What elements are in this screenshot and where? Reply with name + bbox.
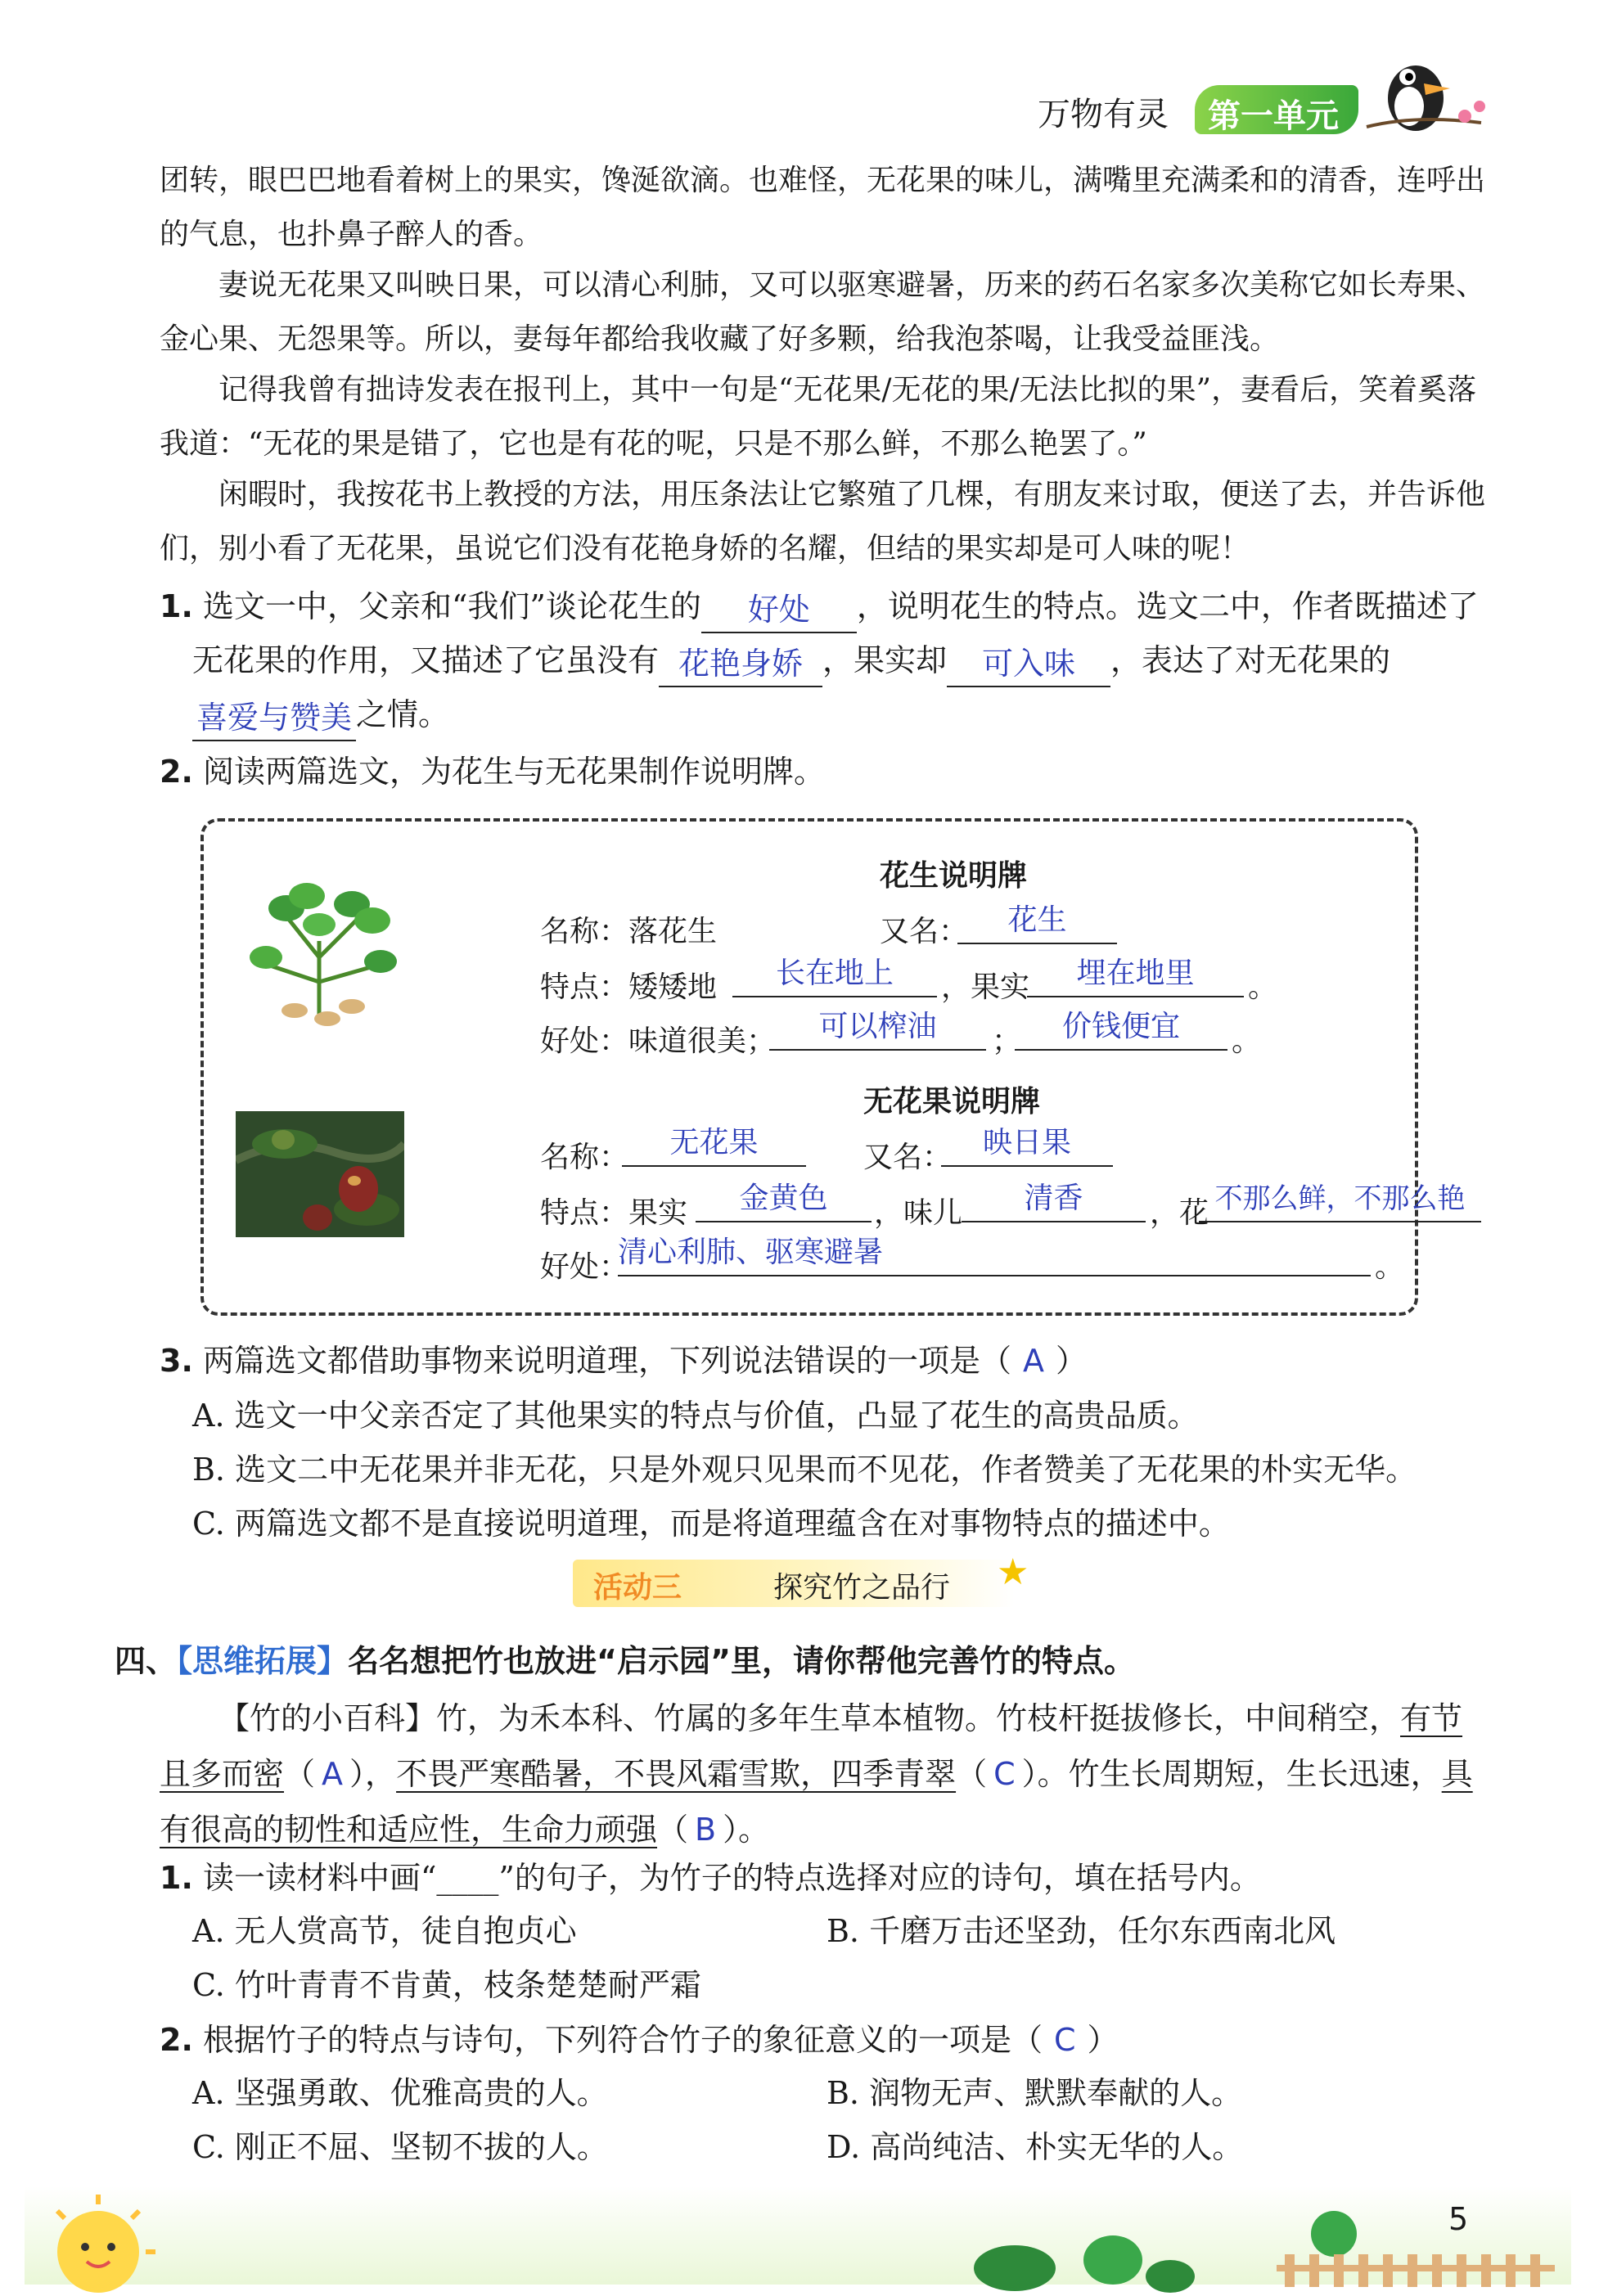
- leaf-decoration-icon: [966, 2211, 1211, 2293]
- question-1: [160, 579, 1502, 741]
- fig-feature-answer-3[interactable]: 不那么鲜，不那么艳: [1199, 1177, 1481, 1222]
- fig-name-label: 名称：: [540, 1141, 629, 1174]
- peanut-benefit-end: 。: [1232, 1024, 1262, 1058]
- fig-feature-label: 特点：果实: [540, 1196, 688, 1230]
- peanut-feature-answer-1[interactable]: 长在地上: [732, 952, 937, 997]
- bamboo-question-2: [160, 2013, 1502, 2067]
- section-4-heading: [115, 1636, 1135, 1686]
- peanut-plant-image: [237, 859, 401, 1031]
- fig-alias-answer[interactable]: 映日果: [941, 1121, 1113, 1167]
- question-number: 1.: [160, 1860, 193, 1896]
- section-tag: 【思维拓展】: [177, 1643, 349, 1679]
- bamboo-text: 。: [738, 1812, 770, 1848]
- question-text: 两篇选文都借助事物来说明道理，下列说法错误的一项是（: [202, 1343, 1011, 1379]
- bamboo-encyclopedia: 【竹的小百科】竹，为禾本科、竹属的多年生草本植物。竹枝杆挺拔修长，中间稍空，有节且多而密（ A ），不畏严寒酷暑，不畏风霜雪欺，四季青翠（ C ）。竹生长周期短，生长迅速，具有很高的韧性和适应性，生命力顽强（ B ）。: [160, 1700, 1473, 1848]
- question-3: [160, 1334, 1502, 1388]
- question-number: 3.: [160, 1343, 193, 1379]
- activity-title: 探究竹之品行: [773, 1571, 951, 1605]
- activity-label: 活动三: [593, 1571, 682, 1605]
- page-number: 5: [1448, 2201, 1469, 2237]
- peanut-benefit-label: 好处：味道很美；: [540, 1024, 777, 1058]
- unit-label: 第一单元: [1208, 97, 1339, 135]
- header-title: 万物有灵: [1038, 96, 1169, 133]
- fig-alias-label: 又名：: [863, 1141, 953, 1174]
- fig-card-title: 无花果说明牌: [863, 1085, 1041, 1119]
- question-text: ）: [1056, 1343, 1088, 1379]
- passage-paragraph-4: 闲暇时，我按花书上教授的方法，用压条法让它繁殖了几棵，有朋友来讨取，便送了去，并告诉他们，别小看了无花果，虽说它们没有花艳身娇的名耀，但结的果实却是可人味的呢！: [160, 478, 1486, 565]
- peanut-benefit-answer-1[interactable]: 可以榨油: [769, 1005, 986, 1051]
- question-text: 阅读两篇选文，为花生与无花果制作说明牌。: [202, 754, 825, 790]
- star-icon: ★: [997, 1551, 1029, 1593]
- fig-feature-answer-2[interactable]: 清香: [962, 1177, 1146, 1222]
- fig-taste-label: ，味儿: [874, 1196, 963, 1230]
- section-text: 名名想把竹也放进“启示园”里，请你帮他完善竹的特点。: [348, 1643, 1135, 1679]
- peanut-feature-end: 。: [1248, 970, 1278, 1004]
- question-number: 2.: [160, 754, 193, 790]
- b1-option-c[interactable]: C. 竹叶青青不肯黄，枝条楚楚耐严霜: [192, 1967, 701, 2003]
- question-text: ，表达了对无花果的: [1110, 642, 1391, 678]
- answer-blank[interactable]: 喜爱与赞美: [192, 696, 356, 741]
- question-3-answer[interactable]: A: [1023, 1343, 1044, 1379]
- bamboo-text: 。竹生长周期短，生长迅速，: [1037, 1756, 1442, 1792]
- peanut-card-title: 花生说明牌: [880, 859, 1028, 893]
- question-text: 选文一中，父亲和“我们”谈论花生的: [202, 588, 701, 624]
- peanut-feature-answer-2[interactable]: 埋在地里: [1027, 952, 1244, 997]
- peanut-benefit-sep: ；: [992, 1024, 1022, 1058]
- bamboo-intro: 【竹的小百科】竹，为禾本科、竹属的多年生草本植物。竹枝杆挺拔修长，中间稍空，: [218, 1700, 1401, 1736]
- fig-benefit-label: 好处：: [540, 1250, 629, 1284]
- b2-option-d[interactable]: D. 高尚纯洁、朴实无华的人。: [827, 2129, 1244, 2165]
- fig-benefit-answer[interactable]: 清心利肺、驱寒避暑: [618, 1231, 1371, 1276]
- b1-option-b[interactable]: B. 千磨万击还坚劲，任尔东西南北风: [827, 1913, 1336, 1949]
- question-text: 无花果的作用，又描述了它虽没有: [192, 642, 660, 678]
- answer-blank[interactable]: 可入味: [947, 642, 1110, 687]
- bamboo-text: ，: [365, 1756, 397, 1792]
- peanut-alias-answer[interactable]: 花生: [957, 898, 1117, 944]
- bamboo-q2-answer[interactable]: C: [1054, 2022, 1076, 2058]
- underlined-sentence-3: 具有很高的韧性和适应性，生命力顽强: [160, 1756, 1473, 1848]
- question-text: 读一读材料中画“____”的句子，为竹子的特点选择对应的诗句，填在括号内。: [202, 1860, 1261, 1896]
- peanut-alias-label: 又名：: [880, 915, 969, 948]
- peanut-name: 名称：落花生: [540, 915, 718, 948]
- bird-icon: [1358, 41, 1489, 139]
- b2-option-a[interactable]: A. 坚强勇敢、优雅高贵的人。: [192, 2075, 608, 2111]
- q3-option-b[interactable]: B. 选文二中无花果并非无花，只是外观只见果而不见花，作者赞美了无花果的朴实无华。: [192, 1452, 1417, 1488]
- question-text: 根据竹子的特点与诗句，下列符合竹子的象征意义的一项是（: [202, 2022, 1043, 2058]
- answer-1[interactable]: A: [322, 1756, 344, 1792]
- fig-fruit-image: [236, 1111, 404, 1237]
- answer-blank[interactable]: 花艳身娇: [659, 642, 822, 687]
- question-number: 2.: [160, 2022, 193, 2058]
- passage-paragraph-1: 团转，眼巴巴地看着树上的果实，馋涎欲滴。也难怪，无花果的味儿，满嘴里充满柔和的清香，连呼出的气息，也扑鼻子醉人的香。: [160, 164, 1486, 251]
- answer-2[interactable]: C: [993, 1756, 1016, 1792]
- peanut-fruit-label: ，果实: [941, 970, 1030, 1004]
- question-text: 之情。: [356, 696, 450, 732]
- underlined-sentence-1: 有节且多而密: [160, 1700, 1463, 1792]
- b2-option-c[interactable]: C. 刚正不屈、坚韧不拔的人。: [192, 2129, 608, 2165]
- answer-3[interactable]: B: [695, 1812, 717, 1848]
- fig-benefit-end: 。: [1375, 1250, 1405, 1284]
- peanut-feature-label: 特点：矮矮地: [540, 970, 718, 1004]
- underlined-sentence-2: 不畏严寒酷暑，不畏风霜雪欺，四季青翠: [396, 1756, 957, 1792]
- answer-blank[interactable]: 好处: [701, 588, 857, 633]
- passage-paragraph-2: 妻说无花果又叫映日果，可以清心利肺，又可以驱寒避暑，历来的药石名家多次美称它如长寿果、金心果、无怨果等。所以，妻每年都给我收藏了好多颗，给我泡茶喝，让我受益匪浅。: [160, 268, 1486, 356]
- sun-icon: [33, 2186, 196, 2293]
- b1-option-a[interactable]: A. 无人赏高节，徒自抱贞心: [192, 1913, 577, 1949]
- bamboo-question-1: [160, 1851, 1502, 1905]
- question-2: [160, 745, 1502, 799]
- question-number: 1.: [160, 588, 193, 624]
- b2-option-b[interactable]: B. 润物无声、默默奉献的人。: [827, 2075, 1243, 2111]
- section-prefix: 四、: [115, 1643, 178, 1679]
- fig-flower-label: ，花: [1150, 1196, 1209, 1230]
- question-text: ，说明花生的特点。选文二中，作者既描述了: [856, 588, 1479, 624]
- fence-icon: [1277, 2209, 1571, 2291]
- question-text: ）: [1087, 2022, 1119, 2058]
- fig-feature-answer-1[interactable]: 金黄色: [696, 1177, 872, 1222]
- fig-name-answer[interactable]: 无花果: [622, 1121, 806, 1167]
- q3-option-a[interactable]: A. 选文一中父亲否定了其他果实的特点与价值，凸显了花生的高贵品质。: [192, 1398, 1199, 1434]
- peanut-benefit-answer-2[interactable]: 价钱便宜: [1015, 1005, 1227, 1051]
- q3-option-c[interactable]: C. 两篇选文都不是直接说明道理，而是将道理蕴含在对事物特点的描述中。: [192, 1506, 1230, 1542]
- question-text: ，果实却: [822, 642, 948, 678]
- passage-paragraph-3: 记得我曾有拙诗发表在报刊上，其中一句是“无花果/无花的果/无法比拟的果”，妻看后，笑着奚落我道：“无花的果是错了，它也是有花的呢，只是不那么鲜，不那么艳罢了。”: [160, 373, 1477, 461]
